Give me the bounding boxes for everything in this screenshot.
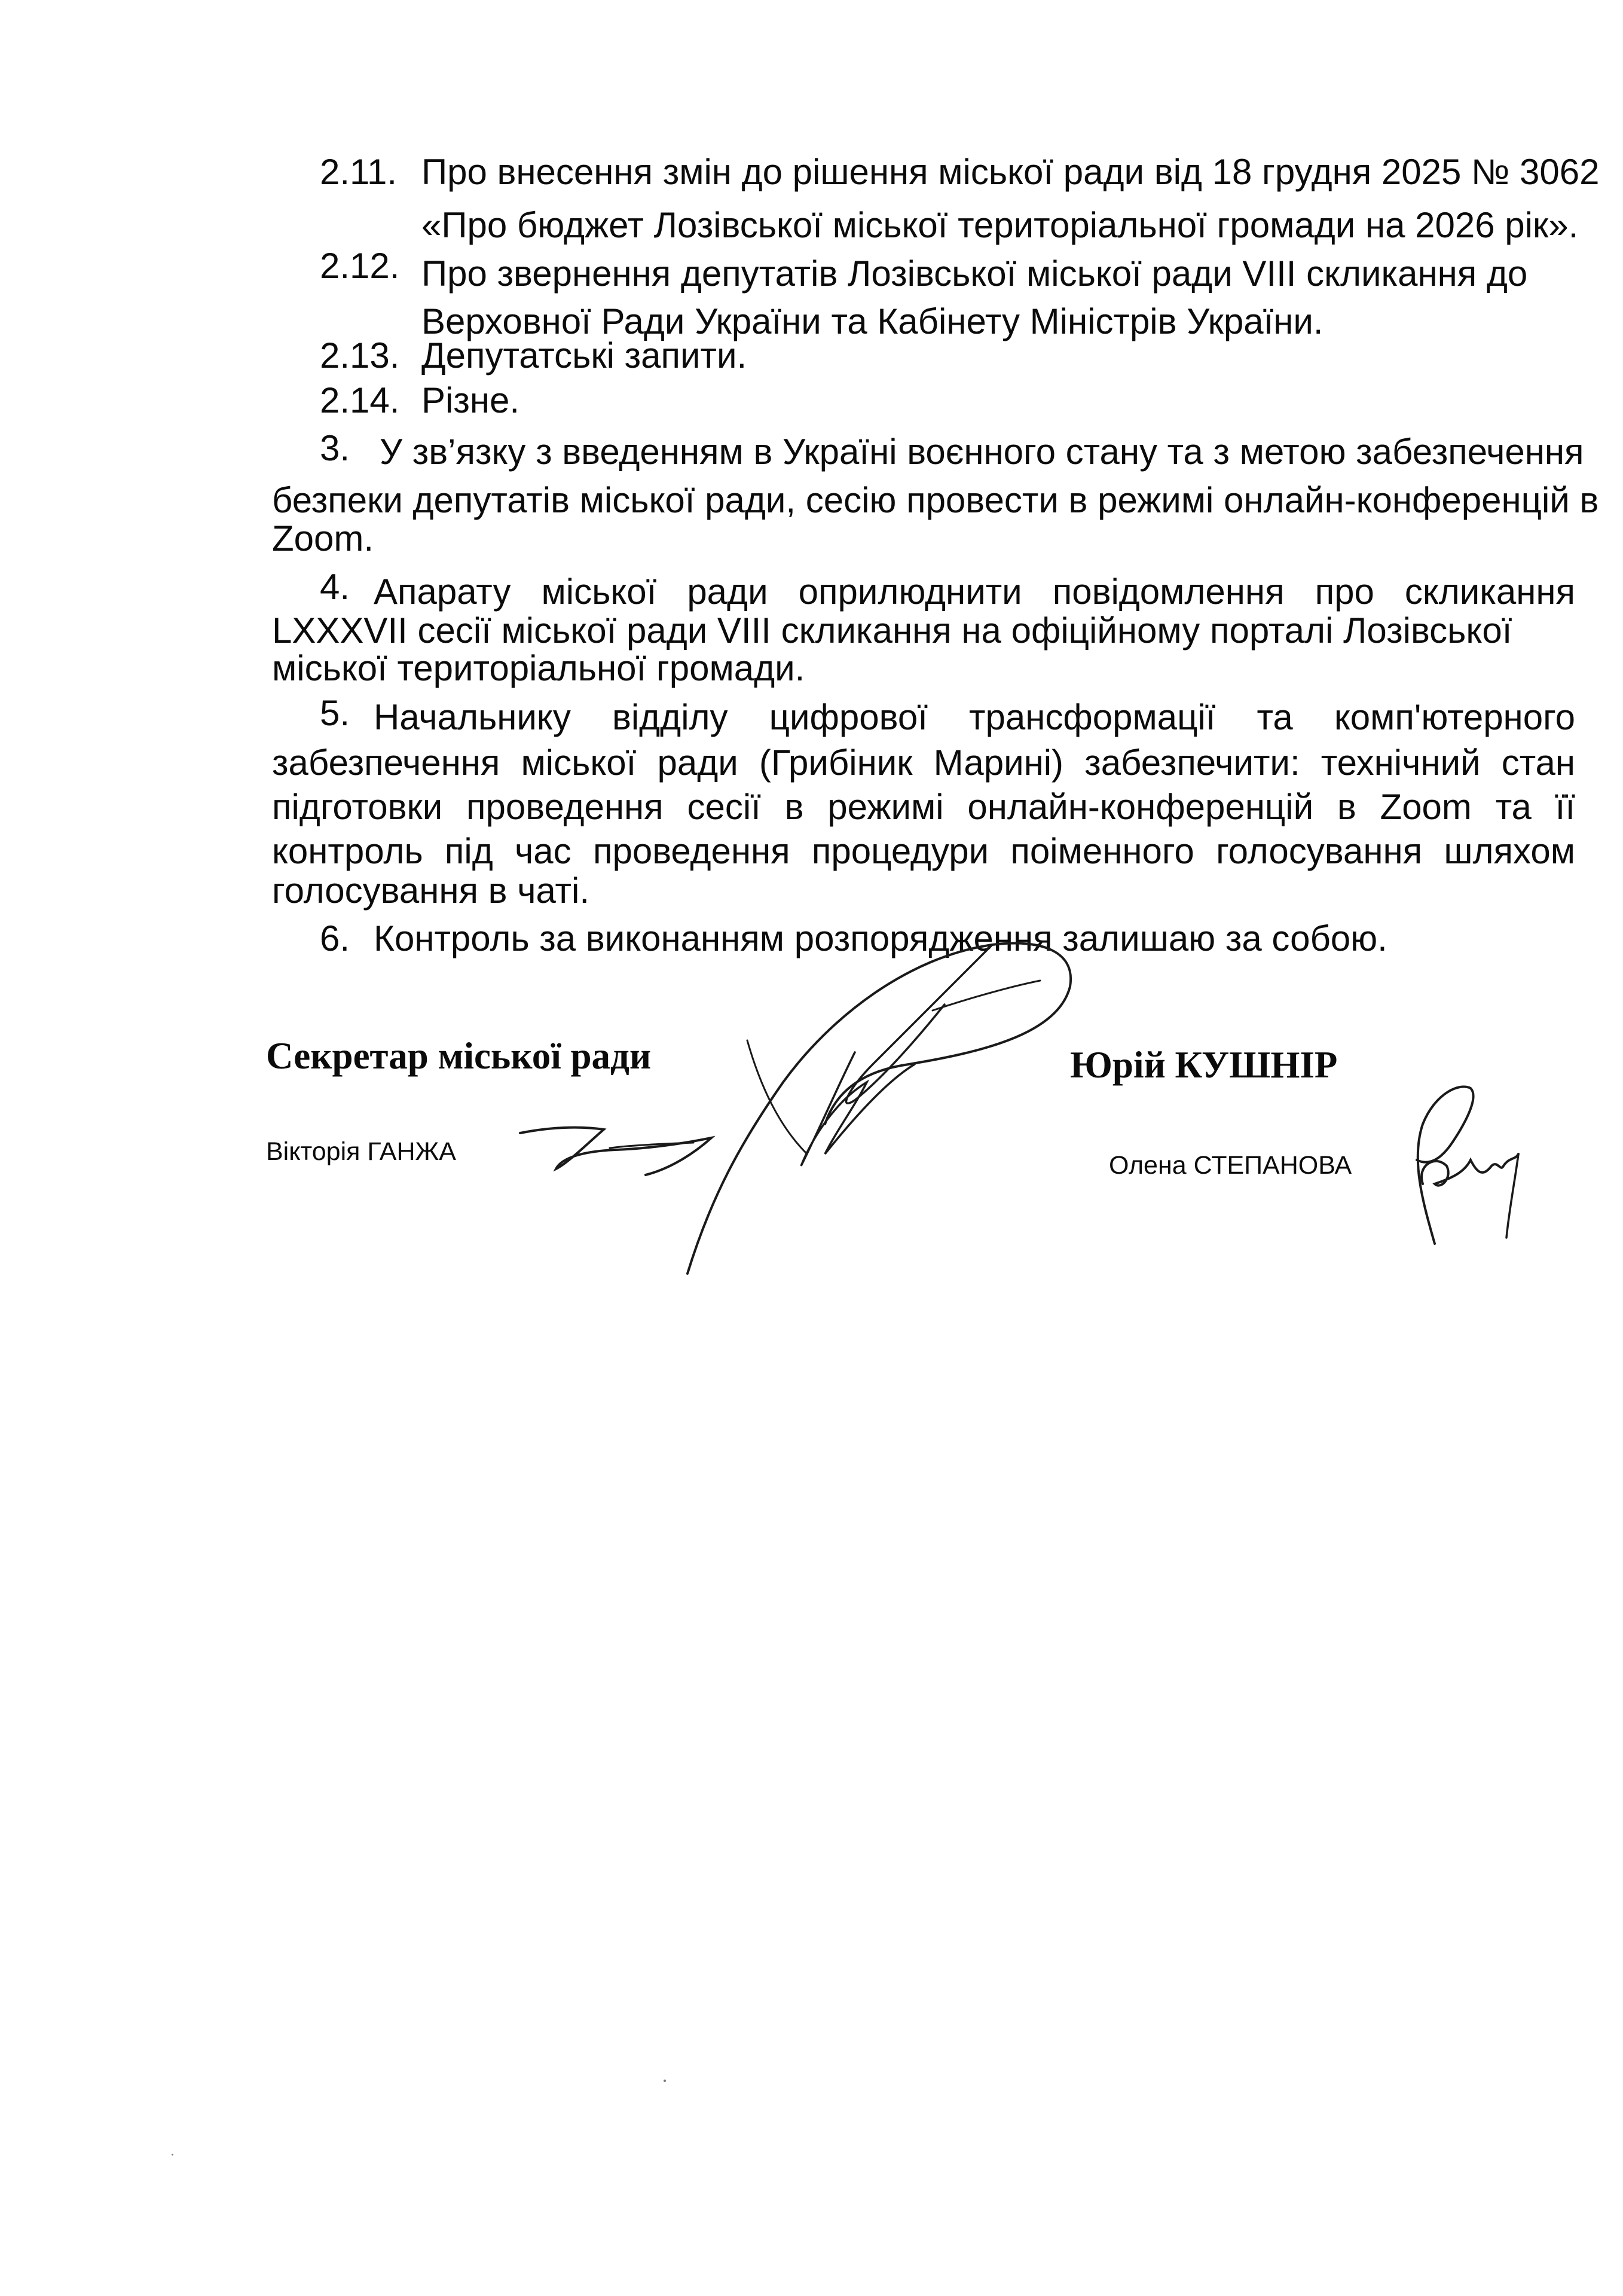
paragraph-line: Апарату міської ради оприлюднити повідомлення про скликання [374,572,1575,612]
item-text-line: Про звернення депутатів Лозівської міської ради VIII скликання до [421,254,1528,294]
paragraph-number: 4. [320,567,350,607]
paragraph-line: забезпечення міської ради (Грибіник Марині) забезпечити: технічний стан [272,743,1575,783]
paragraph-line: безпеки депутатів міської ради, сесію провести в режимі онлайн-конференцій в [272,480,1599,520]
paragraph-line: У зв’язку з введенням в Україні воєнного стану та з метою забезпечення [380,432,1584,472]
approver-name-right: Олена СТЕПАНОВА [1109,1151,1352,1180]
paragraph-line: контроль під час проведення процедури поіменного голосування шляхом [272,831,1575,871]
paragraph-number: 6. [320,918,350,958]
item-number: 2.12. [320,246,400,286]
paragraph-number: 3. [320,428,350,468]
scan-speck [664,2080,666,2082]
paragraph-line: Zoom. [272,518,374,558]
item-text-line: Про внесення змін до рішення міської ради від 18 грудня 2025 № 3062 [421,152,1600,192]
item-number: 2.11. [320,152,397,192]
main-signature [658,885,1196,1292]
paragraph-line: підготовки проведення сесії в режимі онлайн-конференцій в Zoom та її [272,787,1575,827]
signatory-name: Юрій КУШНІР [1070,1044,1338,1086]
signatory-position: Секретар міської ради [266,1035,652,1077]
item-text-line: Верховної Ради України та Кабінету Міністрів України. [421,301,1324,341]
scan-speck [172,2154,173,2155]
item-number: 2.13. [320,335,400,375]
approver-right-signature [1375,1070,1530,1256]
paragraph-line: Контроль за виконанням розпорядження залишаю за собою. [374,918,1387,958]
paragraph-line: голосування в чаті. [272,871,590,911]
paragraph-number: 5. [320,693,350,733]
item-text-line: Різне. [421,380,520,420]
item-number: 2.14. [320,380,400,420]
approver-left-signature [514,1121,753,1187]
paragraph-line: міської територіальної громади. [272,648,805,688]
paragraph-line: LXXXVII сесії міської ради VIII скликання на офіційному порталі Лозівської [272,610,1512,651]
item-text-line: Депутатські запити. [421,335,747,375]
item-text-line: «Про бюджет Лозівської міської територіальної громади на 2026 рік». [421,205,1579,245]
paragraph-line: Начальнику відділу цифрової трансформації та комп'ютерного [374,697,1575,737]
approver-name-left: Вікторія ГАНЖА [266,1137,456,1166]
